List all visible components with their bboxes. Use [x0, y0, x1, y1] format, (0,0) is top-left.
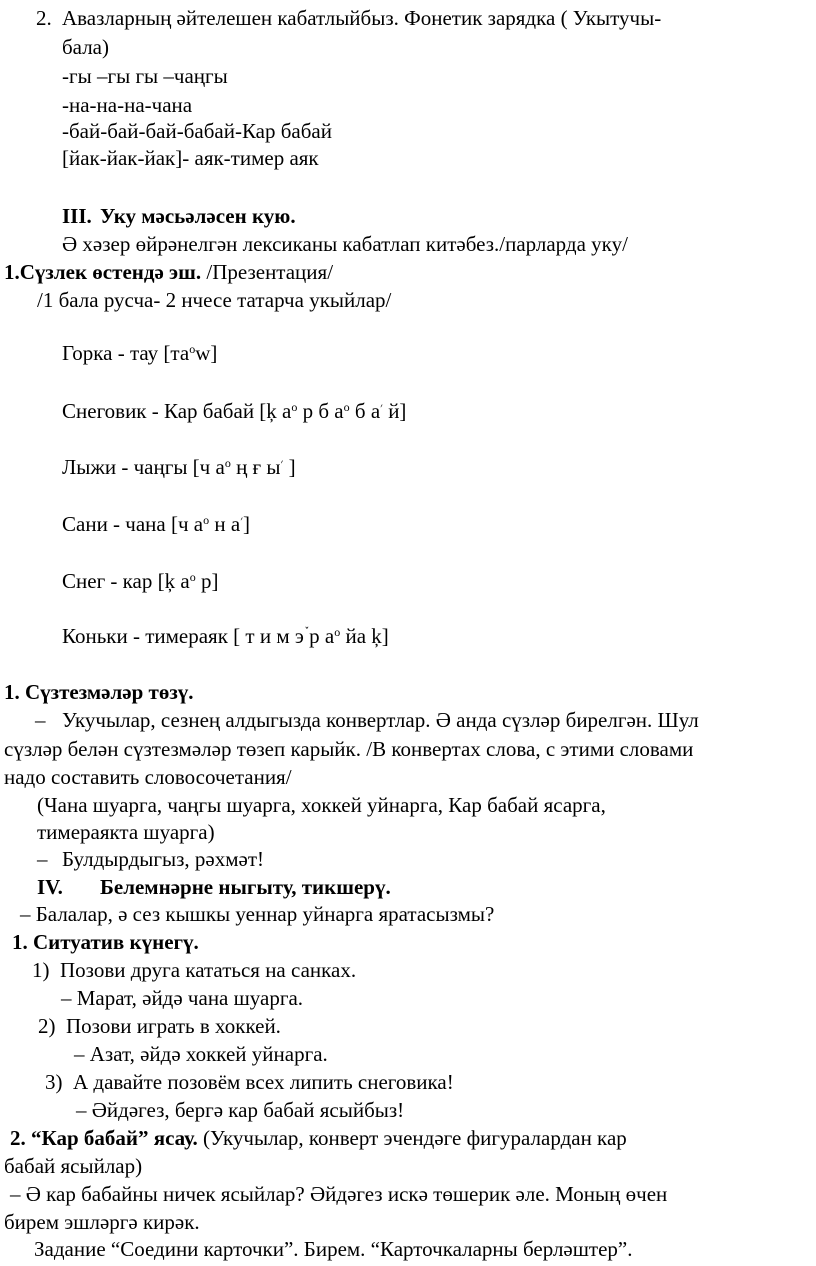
paragraph-line: бирем эшләргә кирәк. [4, 1210, 200, 1234]
paragraph-line: Задание “Соедини карточки”. Бирем. “Карточкаларны берләштер”. [34, 1237, 633, 1261]
section-number: III. [62, 204, 92, 228]
chant-line: -бай-бай-бай-бабай-Кар бабай [62, 119, 332, 143]
subheading [4, 259, 333, 285]
vocab-line: Горка - тау $[та^оw]$ [62, 341, 218, 365]
chant-line: -на-на-на-чана [62, 93, 193, 117]
dash-marker: – [35, 708, 46, 732]
subheading: 1. Ситуатив күнегү. [12, 930, 199, 954]
dash-marker: – [37, 847, 48, 871]
vocab-line: Сани - чана [ч $а^о$ н а׳] [62, 512, 250, 536]
list-item-answer: – Әйдәгез, бергә кар бабай ясыйбыз! [76, 1098, 405, 1122]
list-item-answer: – Азат, әйдә хоккей уйнарга. [74, 1042, 328, 1066]
list-item: 1) Позови друга кататься на санках. [32, 958, 357, 982]
subheading [10, 1125, 627, 1151]
paragraph-line: бала) [62, 35, 109, 59]
paragraph-line: тимераякта шуарга) [37, 820, 215, 844]
section-heading: 1. Сүзтезмәләр төзү. [4, 680, 194, 704]
paragraph-line: сүзләр белән сүзтезмәләр төзеп карыйк. /В конвертах слова, с этими словами [4, 737, 694, 761]
paragraph-line: – Ә кар бабайны ничек ясыйлар? Әйдәгез искә төшерик әле. Моның өчен [10, 1182, 668, 1206]
chant-line: -гы –гы гы –чаңгы [62, 64, 228, 88]
list-item: 3) А давайте позовём всех липить снеговика! [45, 1070, 454, 1094]
subheading-rest: /Презентация/ [201, 260, 334, 284]
subheading-bold: 1.Сүзлек өстендә эш. [4, 260, 202, 284]
paragraph-line: бабай ясыйлар) [4, 1154, 143, 1178]
list-number: 2. [36, 6, 52, 30]
paragraph-line: Булдырдыгыз, рәхмәт! [62, 847, 265, 871]
paragraph-line: – Балалар, ә сез кышкы уеннар уйнарга яратасызмы? [20, 902, 495, 926]
paragraph-line: (Чана шуарга, чаңгы шуарга, хоккей уйнарга, Кар бабай ясарга, [37, 793, 606, 817]
chant-line: [йак-йак-йак]- аяк-тимер аяк [62, 146, 319, 170]
paragraph-line: Авазларның әйтелешен кабатлыйбыз. Фонетик зарядка ( Укытучы- [62, 6, 662, 30]
subheading-rest: (Укучылар, конверт эчендәге фигуралардан кар [197, 1126, 627, 1150]
vocab-line: Снеговик - Кар бабай [ķ $а^о$ р б $а^о$ б а׳ й] [62, 399, 407, 423]
list-item-answer: – Марат, әйдә чана шуарга. [61, 986, 304, 1010]
section-number: IV. [37, 875, 63, 899]
vocab-line: Лыжи - чаңгы [ч $а^о$ ң ғ ы׳ ] [62, 455, 296, 479]
paragraph-line: Укучылар, сезнең алдыгызда конвертлар. Ә анда сүзләр бирелгән. Шул [62, 708, 699, 732]
subheading-bold: 2. “Кар бабай” ясау. [10, 1126, 198, 1150]
vocab-line: Снег - кар [ķ $а^о$ р] [62, 569, 219, 593]
section-heading: Уку мәсьәләсен кую. [100, 204, 296, 228]
vocab-line: Коньки - тимераяк [ т и м э р $а^о$ йа ķ] [62, 624, 389, 648]
section-heading: Белемнәрне ныгыту, тикшерү. [100, 875, 391, 899]
list-item: 2) Позови играть в хоккей. [38, 1014, 281, 1038]
note-line: /1 бала русча- 2 нчесе татарча укыйлар/ [37, 288, 392, 312]
paragraph-line: надо составить словосочетания/ [4, 765, 292, 789]
paragraph-line: Ә хәзер өйрәнелгән лексиканы кабатлап китәбез./парларда уку/ [62, 232, 628, 256]
